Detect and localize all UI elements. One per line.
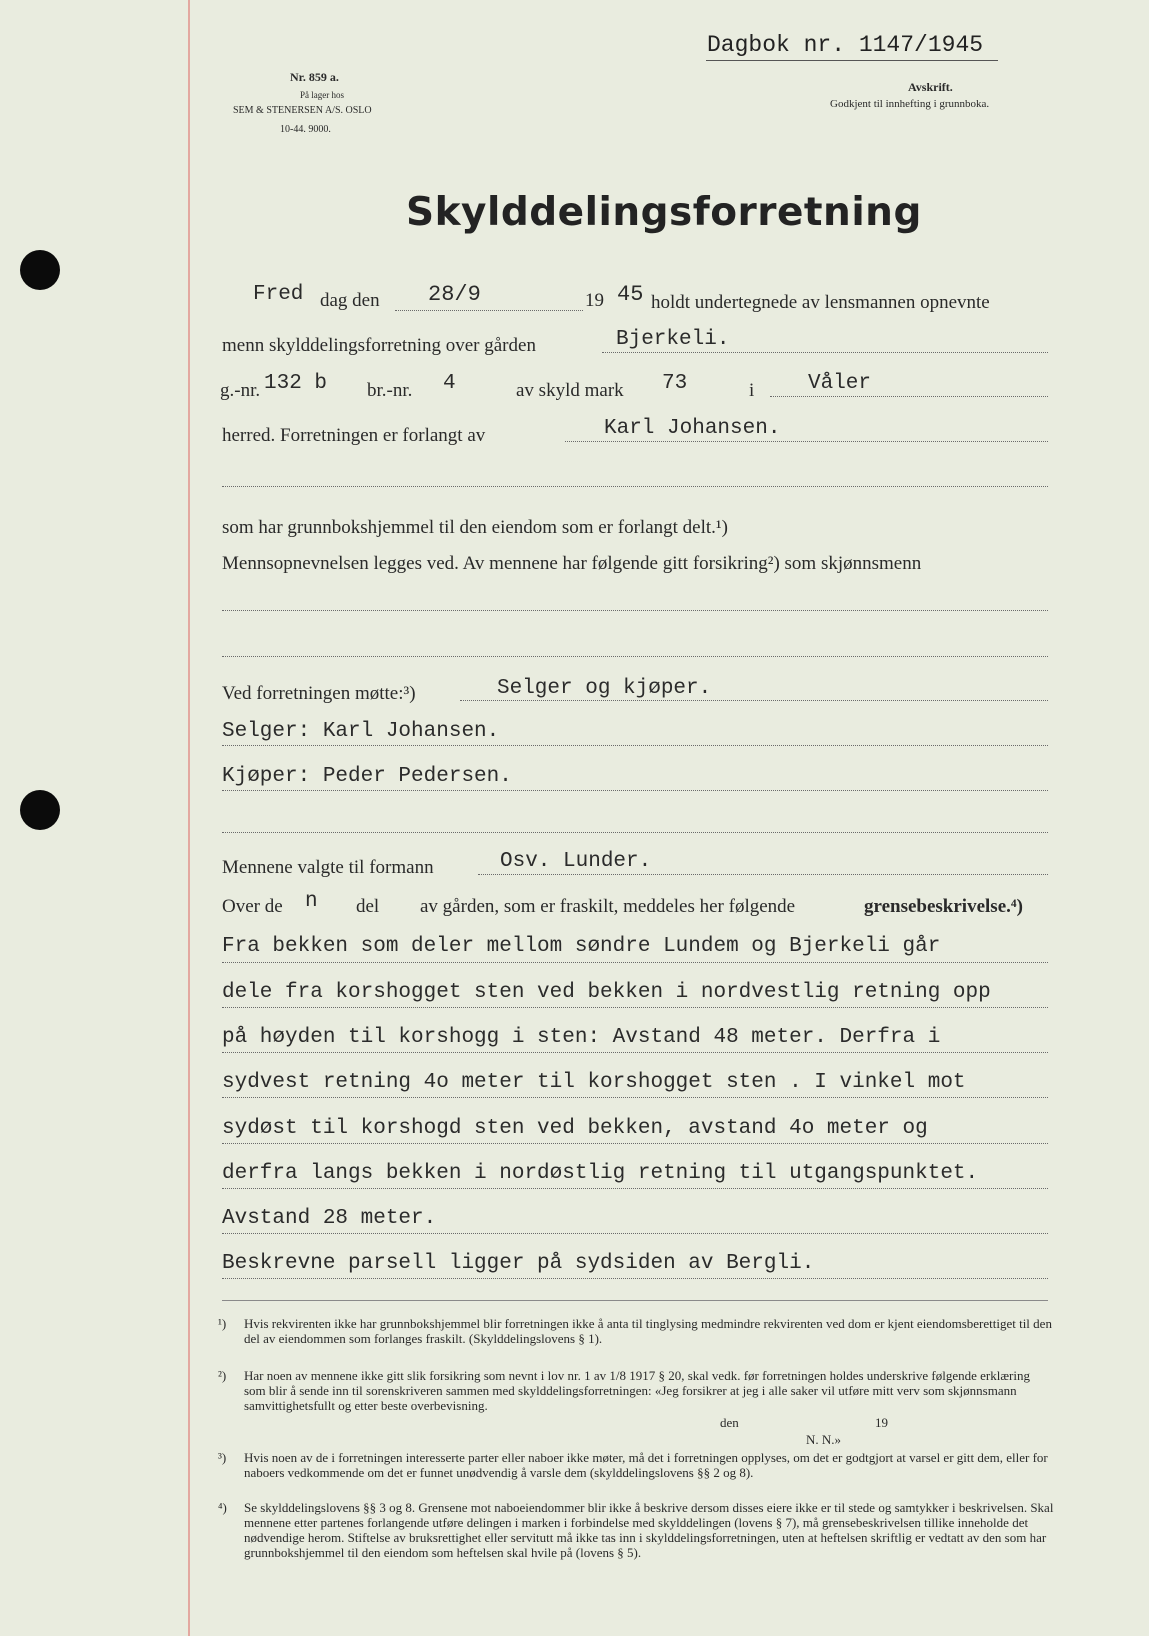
blank-line-4 [222, 832, 1048, 833]
description-line-8: Beskrevne parsell ligger på sydsiden av Bergli. [222, 1252, 815, 1275]
weekday-value: Fred [253, 283, 304, 306]
over-value: n [305, 890, 318, 913]
form-number: Nr. 859 a. [290, 70, 339, 84]
description-underline-6 [222, 1188, 1048, 1189]
footnote-3 [218, 1450, 1048, 1500]
description-line-3: på høyden til korshogg i sten: Avstand 48 meter. Derfra i [222, 1026, 941, 1049]
bnr-label: br.-nr. [367, 380, 413, 401]
date-value: 28/9 [428, 282, 481, 307]
farm-line [602, 352, 1048, 353]
municipality-value: Våler [808, 372, 872, 395]
blank-line-1 [222, 486, 1048, 487]
punch-hole-top [20, 250, 60, 290]
description-line-4: sydvest retning 4o meter til korshogget sten . I vinkel mot [222, 1071, 966, 1094]
description-underline-8 [222, 1278, 1048, 1279]
blank-line-2 [222, 610, 1048, 611]
attendance-label: Ved forretningen møtte:³) [222, 683, 416, 704]
description-underline-2 [222, 1007, 1048, 1008]
description-line-5: sydøst til korshogd sten ved bekken, avstand 4o meter og [222, 1117, 928, 1140]
description-underline-1 [222, 962, 1048, 963]
requester-line [565, 441, 1048, 442]
printer-name: SEM & STENERSEN A/S. OSLO [233, 105, 372, 116]
chairman-label: Mennene valgte til formann [222, 857, 434, 878]
chairman-value: Osv. Lunder. [500, 850, 652, 873]
approval-note: Godkjent til innhefting i grunnboka. [830, 98, 990, 110]
buyer-line: Kjøper: Peder Pedersen. [222, 765, 512, 788]
requester-name: Karl Johansen. [604, 417, 781, 440]
print-run: 10-44. 9000. [280, 124, 331, 135]
margin-rule [188, 0, 190, 1636]
footnote-2 [218, 1368, 1042, 1450]
description-line-1: Fra bekken som deler mellom søndre Lundem og Bjerkeli går [222, 935, 941, 958]
blank-line-3 [222, 656, 1048, 657]
line5-text: som har grunnbokshjemmel til den eiendom som er forlangt delt.¹) [222, 517, 728, 538]
boundary-heading: grensebeskrivelse.⁴) [864, 896, 1023, 917]
farm-name: Bjerkeli. [616, 328, 730, 351]
line6-text: Mennsopnevnelsen legges ved. Av mennene har følgende gitt forsikring²) som skjønnsmenn [222, 553, 922, 574]
description-line-7: Avstand 28 meter. [222, 1207, 437, 1230]
footnote-2-den: den [720, 1415, 739, 1430]
skyld-label: av skyld mark [516, 380, 624, 401]
gnr-label: g.-nr. [220, 380, 261, 401]
footnote-separator [222, 1300, 1048, 1301]
year-value: 45 [617, 282, 644, 307]
punch-hole-bottom [20, 790, 60, 830]
municipality-line [770, 396, 1048, 397]
footnote-2-signature: N. N.» [806, 1432, 842, 1447]
date-line [395, 310, 583, 311]
buyer-underline [222, 790, 1048, 791]
description-underline-7 [222, 1233, 1048, 1234]
bnr-value: 4 [443, 372, 456, 395]
description-underline-3 [222, 1052, 1048, 1053]
footnote-1-mark: ¹) [218, 1316, 227, 1331]
footnote-3-text: Hvis noen av de i forretningen interesserte parter eller naboer ikke møter, må det i forretningen opplyses, om det er godtgjort at varsel er gitt dem, eller for naboers vedkommende om det er funnet unødvendig å varsle dem (skylddelingslovens §§ 2 og 8). [244, 1450, 1048, 1480]
footnote-3-mark: ³) [218, 1450, 227, 1465]
seller-underline [222, 745, 1048, 746]
copy-label: Avskrift. [908, 80, 953, 94]
attendance-value: Selger og kjøper. [497, 677, 712, 700]
journal-underline [706, 60, 998, 61]
day-label: dag den [320, 290, 380, 311]
footnote-4 [218, 1500, 1054, 1590]
description-line-6: derfra langs bekken i nordøstlig retning til utgangspunktet. [222, 1162, 979, 1185]
footnote-2-text: Har noen av mennene ikke gitt slik forsikring som nevnt i lov nr. 1 av 1/8 1917 § 20, skal vedk. før forretningen holdes underskrive følgende erklæring som blir å sende inn til sorenskriveren sammen med skylddelingsforretningen: «Jeg forsikrer at jeg i alle saker vil utføre mitt verv som skjønnsmann samvittighetsfullt og etter beste overbevisning. [244, 1368, 1030, 1413]
over-label: Over de [222, 896, 283, 917]
del-label: del [356, 896, 380, 917]
line2-text: menn skylddelingsforretning over gården [222, 335, 536, 356]
description-line-2: dele fra korshogget sten ved bekken i nordvestlig retning opp [222, 981, 991, 1004]
gnr-value: 132 b [264, 372, 328, 395]
page-title: Skylddelingsforretning [406, 190, 922, 235]
year-prefix: 19 [585, 290, 604, 311]
journal-number: Dagbok nr. 1147/1945 [707, 32, 984, 58]
line1-text: holdt undertegnede av lensmannen opnevnte [651, 292, 990, 313]
footnote-2-year: 19 [875, 1415, 888, 1430]
seller-line: Selger: Karl Johansen. [222, 720, 500, 743]
attendance-line [460, 700, 1048, 701]
footnote-2-mark: ²) [218, 1368, 227, 1383]
municipality-i-label: i [749, 380, 755, 401]
description-underline-5 [222, 1143, 1048, 1144]
boundary-intro: av gården, som er fraskilt, meddeles her følgende [420, 896, 796, 917]
line4-text: herred. Forretningen er forlangt av [222, 425, 486, 446]
footnote-1-text: Hvis rekvirenten ikke har grunnbokshjemmel blir forretningen ikke å anta til tinglysing medmindre rekvirenten ved dom er kjent eiendomsberettiget til den del av eiendommen som forlanges fraskilt. (Skylddelingslovens § 1). [244, 1316, 1052, 1346]
footnote-4-text: Se skylddelingslovens §§ 3 og 8. Grensene mot naboeiendommer blir ikke å beskrive dersom disses eiere ikke er til stede og samtykker i beskrivelsen. Skal mennene etter partenes forlangende utføre delingen i marken i forbindelse med skylddelingen (lovens § 7), må grensebeskrivelsen tillike inneholde det nødvendige herom. Stiftelse av bruksrettighet eller servitutt må ikke tas inn i skylddelingsforretningen, uten at heftelsen skriftlig er vedtatt av den som har grunnbokshjemmel til den eiendom som heftelsen skal hvile på (lovens § 5). [244, 1500, 1054, 1560]
available-at: På lager hos [300, 90, 344, 100]
chairman-line [478, 874, 1048, 875]
footnote-4-mark: ⁴) [218, 1500, 227, 1515]
footnote-1 [218, 1316, 1052, 1368]
skyld-value: 73 [662, 372, 688, 395]
description-underline-4 [222, 1097, 1048, 1098]
